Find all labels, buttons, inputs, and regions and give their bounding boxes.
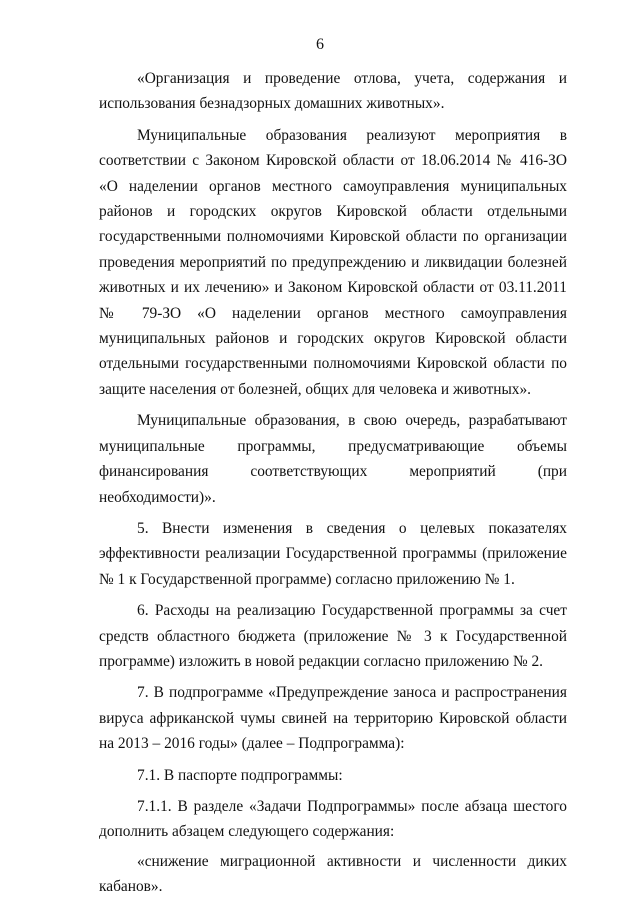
- paragraph-quote-boars: «снижение миграционной активности и численности диких кабанов».: [99, 852, 567, 896]
- page-number: 6: [316, 36, 324, 53]
- document-body: [99, 66, 567, 900]
- paragraph-item-7: 7. В подпрограмме «Предупреждение заноса и распространения вируса африканской чумы свиней на территорию Кировской области на 2013 – 2016 годы» (далее – Подпрограмма):: [99, 684, 567, 753]
- paragraph-item-7-1: 7.1. В паспорте подпрограммы:: [137, 766, 343, 784]
- paragraph-municipal-programs: Муниципальные образования, в свою очередь, разрабатывают муниципальные программы, предусматривающие объемы финансирования соответствующих мероприятий (при необходимости)».: [99, 412, 567, 506]
- paragraph-municipal-laws: Муниципальные образования реализуют мероприятия в соответствии с Законом Кировской области от 18.06.2014 № 416-ЗО «О наделении органов местного самоуправления муниципальных районов и городских округов Кировской области отдельными государственными полномочиями Кировской области по организации проведения мероприятий по предупреждению и ликвидации болезней животных и их лечению» и Законом Кировской области от 03.11.2011 № 79-ЗО «О наделении органов местного самоуправления муниципальных районов и городских округов Кировской области отдельными государственными полномочиями Кировской области по защите населения от болезней, общих для человека и животных».: [99, 126, 567, 398]
- paragraph-item-7-1-1: 7.1.1. В разделе «Задачи Подпрограммы» после абзаца шестого дополнить абзацем следующего содержания:: [99, 797, 567, 841]
- paragraph-item-6: 6. Расходы на реализацию Государственной программы за счет средств областного бюджета (приложение № 3 к Государственной программе) изложить в новой редакции согласно приложению № 2.: [99, 602, 567, 670]
- paragraph-item-5: 5. Внести изменения в сведения о целевых показателях эффективности реализации Государственной программы (приложение № 1 к Государственной программе) согласно приложению № 1.: [99, 519, 567, 588]
- paragraph-quote-animals: «Организация и проведение отлова, учета, содержания и использования безнадзорных домашних животных».: [99, 70, 567, 113]
